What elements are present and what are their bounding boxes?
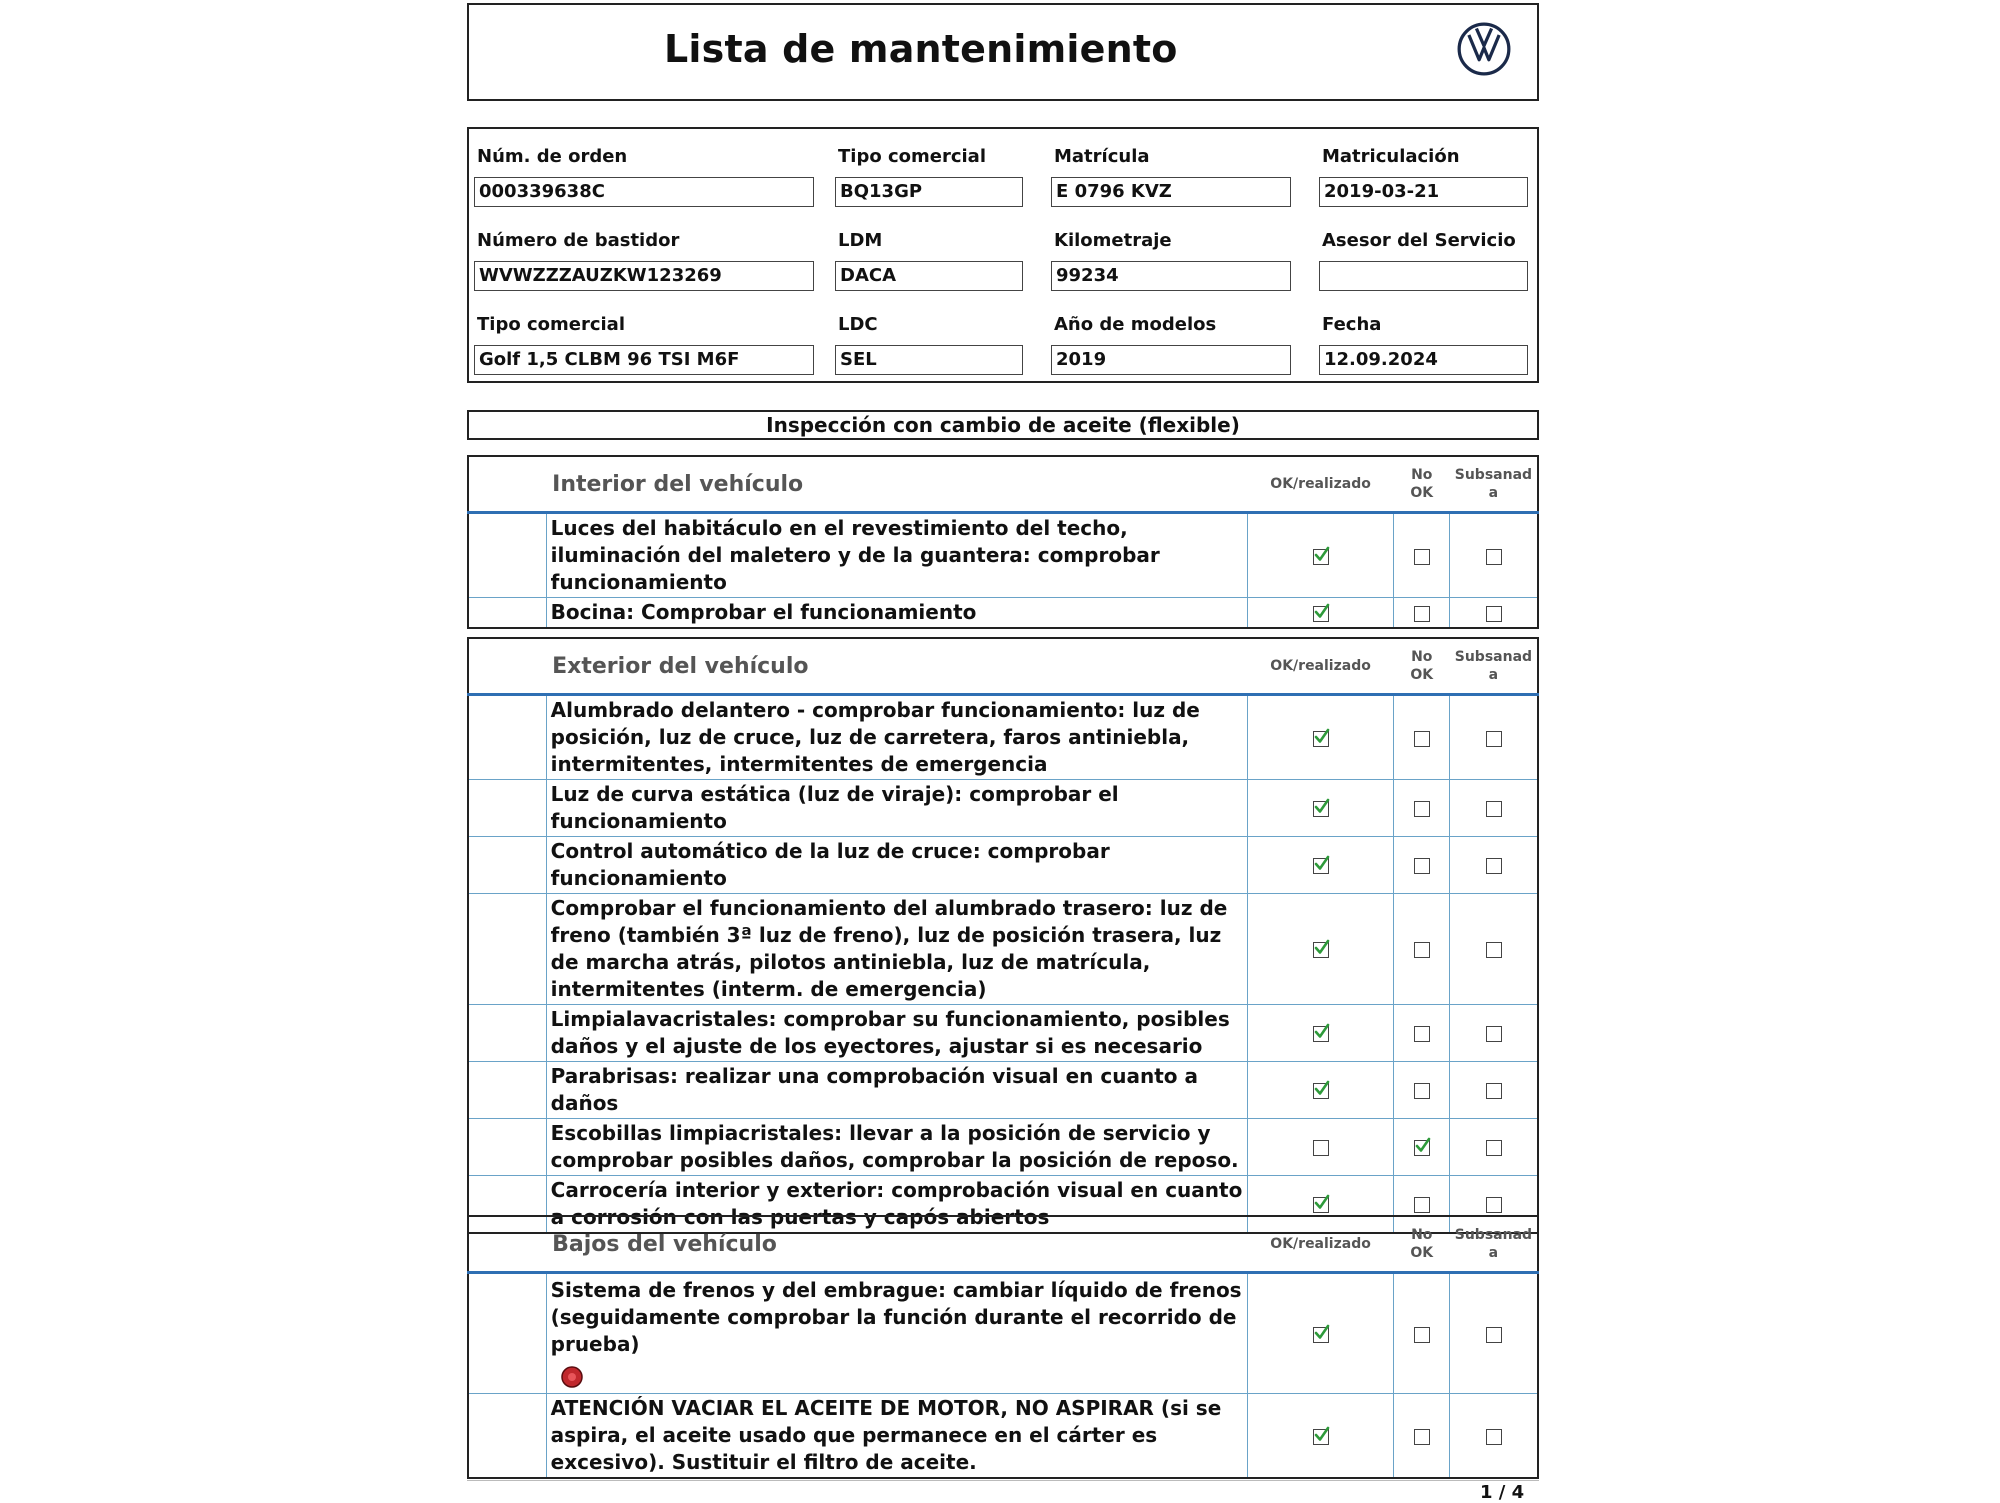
fixed-checkbox[interactable]: [1486, 1026, 1502, 1042]
item-cell: [546, 695, 1247, 780]
checkmark-icon: [1313, 1080, 1330, 1098]
ok-cell: [1247, 1005, 1393, 1062]
fixed-cell: [1450, 837, 1538, 894]
footer-rule: [467, 1480, 1539, 1481]
title-box: [467, 3, 1539, 101]
table-row: [468, 1273, 1538, 1394]
fixed-checkbox[interactable]: [1486, 731, 1502, 747]
row-spacer: [468, 1273, 546, 1394]
field-value: 2019-03-21: [1319, 177, 1528, 207]
table-row: [468, 1119, 1538, 1176]
ok-cell: [1247, 1273, 1393, 1394]
col-ok-header: [1247, 638, 1393, 695]
not-ok-cell: [1394, 1062, 1450, 1119]
checkmark-icon: [1313, 546, 1330, 564]
col-nok-header: [1394, 456, 1450, 513]
ok-checkbox[interactable]: [1313, 1083, 1329, 1099]
table-row: [468, 780, 1538, 837]
col-fixed-label-2: a: [1488, 1245, 1499, 1261]
ok-cell: [1247, 695, 1393, 780]
section-header: [468, 638, 1538, 695]
item-cell: [546, 1005, 1247, 1062]
ok-cell: [1247, 513, 1393, 598]
fixed-checkbox[interactable]: [1486, 606, 1502, 622]
checkmark-icon: [1313, 1194, 1330, 1212]
ok-cell: [1247, 1062, 1393, 1119]
field-value: 99234: [1051, 261, 1291, 291]
not-ok-checkbox[interactable]: [1414, 1429, 1430, 1445]
fixed-cell: [1450, 1005, 1538, 1062]
table-row: [468, 513, 1538, 598]
item-text: Limpialavacristales: comprobar su funcionamiento, posibles daños y el ajuste de los eyectores, ajustar si es necesario: [550, 1007, 1230, 1058]
ok-checkbox[interactable]: [1313, 1197, 1329, 1213]
field-label: Núm. de orden: [477, 146, 628, 167]
field-value: WVWZZZAUZKW123269: [474, 261, 814, 291]
row-spacer: [468, 695, 546, 780]
fixed-checkbox[interactable]: [1486, 1429, 1502, 1445]
col-ok-label: OK/realizado: [1270, 1236, 1371, 1252]
field-value: E 0796 KVZ: [1051, 177, 1291, 207]
red-warning-marker-icon: [561, 1366, 583, 1388]
field-value: Golf 1,5 CLBM 96 TSI M6F: [474, 345, 814, 375]
col-ok-header: [1247, 1216, 1393, 1273]
fixed-cell: [1450, 780, 1538, 837]
ok-checkbox[interactable]: [1313, 606, 1329, 622]
table-row: [468, 598, 1538, 629]
row-spacer: [468, 780, 546, 837]
table-row: [468, 695, 1538, 780]
fixed-cell: [1450, 894, 1538, 1005]
inspection-banner: Inspección con cambio de aceite (flexible): [467, 410, 1539, 440]
fixed-cell: [1450, 1119, 1538, 1176]
field-label: Asesor del Servicio: [1322, 230, 1516, 251]
field-label: LDC: [838, 314, 878, 335]
col-nok-label-2: OK: [1410, 485, 1434, 501]
not-ok-checkbox[interactable]: [1414, 606, 1430, 622]
section-header: [468, 1216, 1538, 1273]
ok-cell: [1247, 780, 1393, 837]
row-spacer: [468, 1394, 546, 1479]
col-ok-label: OK/realizado: [1270, 658, 1371, 674]
col-nok-label-1: No: [1411, 467, 1433, 483]
row-spacer: [468, 1005, 546, 1062]
section-interior: [467, 455, 1539, 629]
fixed-checkbox[interactable]: [1486, 1197, 1502, 1213]
field-value: 2019: [1051, 345, 1291, 375]
section-title: Exterior del vehículo: [552, 653, 809, 679]
col-fixed-label-2: a: [1488, 667, 1499, 683]
checkmark-icon: [1313, 939, 1330, 957]
fixed-checkbox[interactable]: [1486, 1140, 1502, 1156]
item-cell: [546, 894, 1247, 1005]
col-nok-label-2: OK: [1410, 1245, 1434, 1261]
row-spacer: [468, 598, 546, 629]
ok-checkbox[interactable]: [1313, 549, 1329, 565]
item-text: Alumbrado delantero - comprobar funcionamiento: luz de posición, luz de cruce, luz de carretera, faros antiniebla, intermitentes, intermitentes de emergencia: [550, 698, 1200, 776]
row-spacer: [468, 837, 546, 894]
ok-cell: [1247, 1394, 1393, 1479]
checkmark-icon: [1313, 1426, 1330, 1444]
item-text: ATENCIÓN VACIAR EL ACEITE DE MOTOR, NO ASPIRAR (si se aspira, el aceite usado que permanece en el cárter es excesivo). Sustituir el filtro de aceite.: [550, 1396, 1222, 1474]
fixed-cell: [1450, 1062, 1538, 1119]
section-title: Bajos del vehículo: [552, 1231, 777, 1257]
field-value: 000339638C: [474, 177, 814, 207]
checkmark-icon: [1313, 603, 1330, 621]
not-ok-checkbox[interactable]: [1414, 942, 1430, 958]
ok-checkbox[interactable]: [1313, 1026, 1329, 1042]
fixed-checkbox[interactable]: [1486, 1083, 1502, 1099]
item-text: Escobillas limpiacristales: llevar a la posición de servicio y comprobar posibles daños, comprobar la posición de reposo.: [550, 1121, 1239, 1172]
not-ok-cell: [1394, 780, 1450, 837]
item-text: Parabrisas: realizar una comprobación visual en cuanto a daños: [550, 1064, 1198, 1115]
item-cell: [546, 837, 1247, 894]
not-ok-cell: [1394, 695, 1450, 780]
checkmark-icon: [1313, 728, 1330, 746]
table-row: [468, 1062, 1538, 1119]
header-spacer: [468, 1216, 546, 1273]
col-ok-header: [1247, 456, 1393, 513]
page-title: Lista de mantenimiento: [664, 27, 1178, 71]
table-row: [468, 1005, 1538, 1062]
section-title: Interior del vehículo: [552, 471, 804, 497]
field-value: [1319, 261, 1528, 291]
not-ok-checkbox[interactable]: [1414, 801, 1430, 817]
not-ok-checkbox[interactable]: [1414, 1327, 1430, 1343]
ok-checkbox[interactable]: [1313, 1140, 1329, 1156]
ok-checkbox[interactable]: [1313, 942, 1329, 958]
col-fixed-label-2: a: [1488, 485, 1499, 501]
section-header: [468, 456, 1538, 513]
checkmark-icon: [1313, 1324, 1330, 1342]
item-text: Bocina: Comprobar el funcionamiento: [550, 600, 977, 624]
fixed-checkbox[interactable]: [1486, 801, 1502, 817]
not-ok-checkbox[interactable]: [1414, 1026, 1430, 1042]
table-row: [468, 837, 1538, 894]
ok-cell: [1247, 894, 1393, 1005]
not-ok-checkbox[interactable]: [1414, 1197, 1430, 1213]
fixed-cell: [1450, 1273, 1538, 1394]
col-fixed-label-1: Subsanad: [1454, 467, 1533, 483]
item-cell: [546, 1062, 1247, 1119]
not-ok-cell: [1394, 1005, 1450, 1062]
ok-cell: [1247, 1119, 1393, 1176]
checkmark-icon: [1313, 798, 1330, 816]
fixed-checkbox[interactable]: [1486, 1327, 1502, 1343]
field-value: SEL: [835, 345, 1023, 375]
item-cell: [546, 1273, 1247, 1394]
col-ok-label: OK/realizado: [1270, 476, 1371, 492]
field-label: Año de modelos: [1054, 314, 1217, 335]
row-spacer: [468, 1119, 546, 1176]
row-spacer: [468, 513, 546, 598]
item-cell: [546, 598, 1247, 629]
ok-cell: [1247, 837, 1393, 894]
fixed-cell: [1450, 1394, 1538, 1479]
checkmark-icon: [1414, 1137, 1431, 1155]
col-nok-header: [1394, 638, 1450, 695]
table-row: [468, 1394, 1538, 1479]
ok-checkbox[interactable]: [1313, 1429, 1329, 1445]
col-fixed-header: [1450, 638, 1538, 695]
item-cell: [546, 1119, 1247, 1176]
not-ok-cell: [1394, 513, 1450, 598]
fixed-checkbox[interactable]: [1486, 549, 1502, 565]
not-ok-cell: [1394, 1273, 1450, 1394]
field-label: Kilometraje: [1054, 230, 1172, 251]
not-ok-checkbox[interactable]: [1414, 858, 1430, 874]
not-ok-cell: [1394, 1394, 1450, 1479]
fixed-cell: [1450, 513, 1538, 598]
item-text: Luz de curva estática (luz de viraje): comprobar el funcionamiento: [550, 782, 1119, 833]
not-ok-checkbox[interactable]: [1414, 1083, 1430, 1099]
item-text: Control automático de la luz de cruce: comprobar funcionamiento: [550, 839, 1110, 890]
item-text: Carrocería interior y exterior: comprobación visual en cuanto a corrosión con las puertas y capós abiertos: [550, 1178, 1243, 1229]
section-underbody: [467, 1215, 1539, 1479]
not-ok-cell: [1394, 1119, 1450, 1176]
not-ok-cell: [1394, 598, 1450, 629]
ok-checkbox[interactable]: [1313, 858, 1329, 874]
field-label: Número de bastidor: [477, 230, 680, 251]
col-nok-label-2: OK: [1410, 667, 1434, 683]
field-label: Tipo comercial: [477, 314, 625, 335]
ok-checkbox[interactable]: [1313, 731, 1329, 747]
field-label: Matriculación: [1322, 146, 1460, 167]
not-ok-checkbox[interactable]: [1414, 1140, 1430, 1156]
header-spacer: [468, 456, 546, 513]
row-spacer: [468, 894, 546, 1005]
header-spacer: [468, 638, 546, 695]
page-indicator: 1 / 4: [1480, 1482, 1525, 1503]
col-nok-label-1: No: [1411, 1227, 1433, 1243]
field-value: BQ13GP: [835, 177, 1023, 207]
col-fixed-label-1: Subsanad: [1454, 1227, 1533, 1243]
fixed-cell: [1450, 695, 1538, 780]
volkswagen-logo-icon: [1457, 22, 1511, 76]
col-nok-label-1: No: [1411, 649, 1433, 665]
col-fixed-header: [1450, 1216, 1538, 1273]
field-label: Matrícula: [1054, 146, 1150, 167]
item-cell: [546, 1394, 1247, 1479]
not-ok-checkbox[interactable]: [1414, 731, 1430, 747]
item-text: Comprobar el funcionamiento del alumbrado trasero: luz de freno (también 3ª luz de freno), luz de posición trasera, luz de marcha atrás, pilotos antiniebla, luz de matrícula, intermitentes (interm. de emergencia): [550, 896, 1228, 1001]
col-fixed-label-1: Subsanad: [1454, 649, 1533, 665]
section-exterior: [467, 637, 1539, 1234]
item-cell: [546, 513, 1247, 598]
item-cell: [546, 780, 1247, 837]
col-fixed-header: [1450, 456, 1538, 513]
ok-cell: [1247, 598, 1393, 629]
not-ok-cell: [1394, 837, 1450, 894]
vehicle-info-box: [467, 127, 1539, 383]
checkmark-icon: [1313, 855, 1330, 873]
checkmark-icon: [1313, 1023, 1330, 1041]
field-value: 12.09.2024: [1319, 345, 1528, 375]
field-label: Fecha: [1322, 314, 1382, 335]
ok-checkbox[interactable]: [1313, 1327, 1329, 1343]
row-spacer: [468, 1062, 546, 1119]
not-ok-cell: [1394, 894, 1450, 1005]
fixed-checkbox[interactable]: [1486, 942, 1502, 958]
item-text: Luces del habitáculo en el revestimiento del techo, iluminación del maletero y de la guantera: comprobar funcionamiento: [550, 516, 1160, 594]
field-label: Tipo comercial: [838, 146, 986, 167]
fixed-cell: [1450, 598, 1538, 629]
table-row: [468, 894, 1538, 1005]
not-ok-checkbox[interactable]: [1414, 549, 1430, 565]
fixed-checkbox[interactable]: [1486, 858, 1502, 874]
field-value: DACA: [835, 261, 1023, 291]
ok-checkbox[interactable]: [1313, 801, 1329, 817]
field-label: LDM: [838, 230, 883, 251]
item-text: Sistema de frenos y del embrague: cambiar líquido de frenos (seguidamente comprobar la función durante el recorrido de prueba): [550, 1278, 1242, 1356]
col-nok-header: [1394, 1216, 1450, 1273]
